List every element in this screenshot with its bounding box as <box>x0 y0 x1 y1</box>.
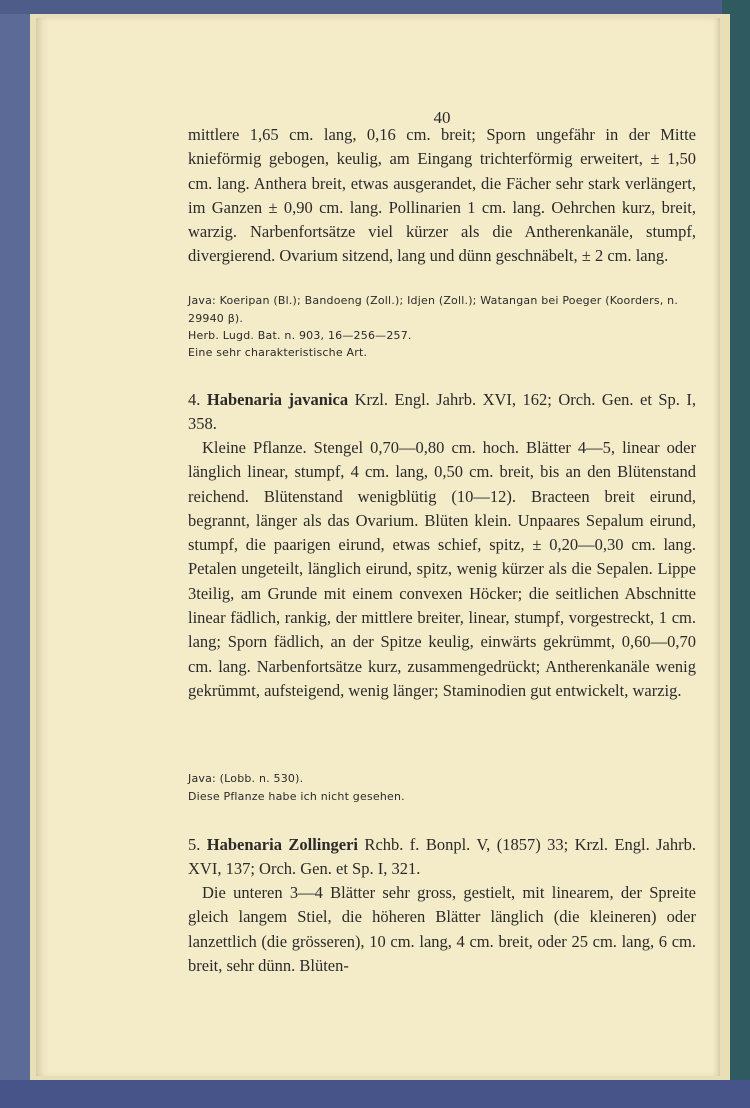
species-citation: Krzl. Engl. Jahrb. XVI, 162; Orch. Gen. et Sp. I, 358. <box>188 390 697 434</box>
species-name: Habenaria Zollingeri <box>206 835 359 854</box>
species-number: 4. <box>188 390 201 409</box>
species-heading <box>188 388 696 437</box>
remark-note: Eine sehr charakteristische Art. <box>188 346 368 359</box>
description-paragraph: mittlere 1,65 cm. lang, 0,16 cm. breit; Sporn ungefähr in der Mitte knieförmig gebogen, keulig, am Eingang trichterförmig erweitert, ± 1,50 cm. lang. Anthera breit, etwas ausgerandet, die Fächer sehr stark verlängert, im Ganzen ± 0,90 cm. lang. Pollinarien 1 cm. lang. Oehrchen kurz, breit, warzig. Narbenfortsätze viel kürzer als die Antherenkanäle, stumpf, divergierend. Ovarium sitzend, lang und dünn geschnäbelt, ± 2 cm. lang. <box>188 125 696 266</box>
herbarium-note: Herb. Lugd. Bat. n. 903, 16—256—257. <box>188 329 412 342</box>
book-cover-bottom <box>0 1080 750 1108</box>
locality-note: Java: (Lobb. n. 530). <box>188 772 304 785</box>
book-cover-top <box>0 0 750 14</box>
description-paragraph: Die unteren 3—4 Blätter sehr gross, gestielt, mit linearem, der Spreite gleich langem Stiel, die höheren Blätter länglich (die kleineren) oder lanzettlich (die grösseren), 10 cm. lang, 4 cm. breit, oder 25 cm. lang, 6 cm. breit, sehr dünn. Blüten- <box>188 883 696 975</box>
species-number: 5. <box>188 835 201 854</box>
description-paragraph: Kleine Pflanze. Stengel 0,70—0,80 cm. hoch. Blätter 4—5, linear oder länglich linear, stumpf, 4 cm. lang, 0,50 cm. breit, bis an den Blütenstand reichend. Blütenstand wenigblütig (10—12). Bracteen breit eirund, begrannt, länger als das Ovarium. Blüten klein. Unpaares Sepalum eirund, stumpf, die paarigen eirund, etwas schief, spitz, ± 0,20—0,30 cm. lang. Petalen ungeteilt, länglich eirund, spitz, wenig kürzer als die Sepalen. Lippe 3teilig, am Grunde mit einem convexen Höcker; die seitlichen Abschnitte linear fädlich, rankig, der mittlere breiter, linear, stumpf, vorgestreckt, 1 cm. lang; Sporn fädlich, an der Spitze keulig, einwärts gekrümmt, 0,60—0,70 cm. lang. Narbenfortsätze kurz, zusammengedrückt; Antherenkanäle wenig gekrümmt, aufsteigend, wenig länger; Staminodien gut entwickelt, warzig. <box>188 438 696 700</box>
species-name: Habenaria javanica <box>206 390 349 409</box>
species-heading <box>188 833 696 882</box>
remark-note: Diese Pflanze habe ich nicht gesehen. <box>188 790 405 803</box>
book-page <box>36 18 720 1076</box>
page-number: 40 <box>433 108 451 127</box>
species-citation: Rchb. f. Bonpl. V, (1857) 33; Krzl. Engl. Jahrb. XVI, 137; Orch. Gen. et Sp. I, 321. <box>188 835 696 879</box>
locality-note: Java: Koeripan (Bl.); Bandoeng (Zoll.); Idjen (Zoll.); Watangan bei Poeger (Koorders, n. 29940 β). <box>188 294 679 325</box>
